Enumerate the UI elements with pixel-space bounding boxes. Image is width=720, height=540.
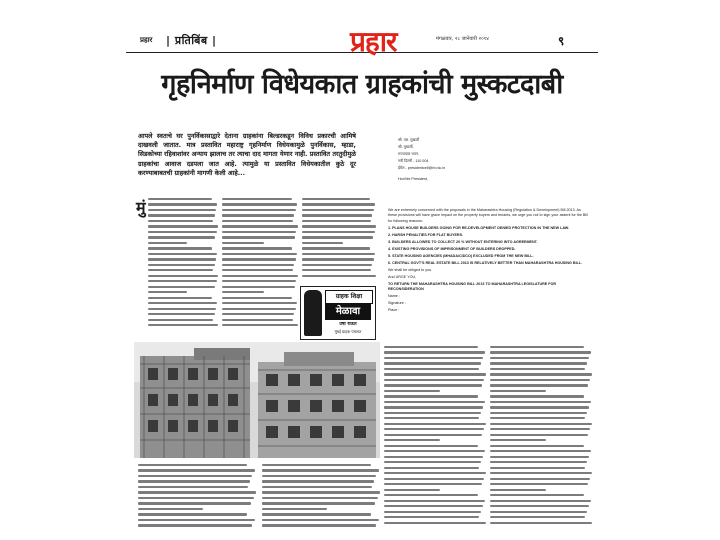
text-line	[490, 395, 584, 397]
text-line	[384, 505, 483, 507]
text-line	[222, 203, 297, 205]
text-line	[490, 412, 587, 414]
text-line	[262, 524, 376, 526]
text-line	[222, 313, 294, 315]
text-line	[384, 368, 479, 370]
letter-body	[388, 208, 588, 315]
text-line	[148, 302, 217, 304]
text-line	[384, 423, 486, 425]
letter-intro: We are extremely concerned with the proposals in the Maharashtra Housing (Regulation & Development) Bill 2013. As these provisions will have grave impact on the property buyers and tenants, we urge you not to sign your assent for the Bill for following reasons:	[388, 208, 588, 223]
text-line	[138, 469, 255, 471]
text-line	[384, 351, 485, 353]
body-column-1	[148, 198, 218, 334]
letter-address	[398, 138, 568, 184]
text-line	[222, 214, 294, 216]
section-label: | प्रतिबिंब |	[166, 34, 217, 47]
address-line: राज्यपाल भवन,	[398, 152, 419, 156]
text-line	[222, 253, 297, 255]
text-line	[384, 434, 482, 436]
text-line	[384, 373, 486, 375]
text-line	[148, 291, 187, 293]
text-line	[490, 384, 588, 386]
text-line	[148, 269, 213, 271]
letter-point: 2. HARSH PENALTIES FOR FLAT BUYERS.	[388, 232, 464, 237]
text-line	[262, 497, 378, 499]
text-line	[384, 489, 440, 491]
text-line	[490, 406, 589, 408]
text-line	[384, 379, 484, 381]
text-line	[384, 456, 483, 458]
text-line	[222, 231, 296, 233]
badge-main-text: मेळावा	[325, 304, 371, 320]
text-line	[490, 483, 588, 485]
text-line	[384, 472, 486, 474]
text-line	[222, 258, 296, 260]
text-line	[384, 461, 481, 463]
text-line	[490, 461, 587, 463]
text-line	[490, 379, 590, 381]
text-line	[222, 225, 298, 227]
body-column-6	[138, 464, 256, 530]
text-line	[148, 214, 215, 216]
text-line	[302, 258, 374, 260]
text-line	[490, 357, 589, 359]
text-line	[138, 480, 250, 482]
text-line	[148, 313, 215, 315]
text-line	[138, 508, 203, 510]
text-line	[302, 264, 372, 266]
text-line	[222, 297, 292, 299]
text-line	[222, 308, 296, 310]
text-line	[138, 524, 252, 526]
text-line	[384, 346, 478, 348]
text-line	[138, 519, 255, 521]
letter-field-name: Name :	[388, 294, 400, 299]
text-line	[302, 236, 373, 238]
text-line	[302, 220, 371, 222]
text-line	[490, 401, 591, 403]
badge-foot-text: मुंबई ग्राहक पंचायत	[334, 329, 362, 334]
text-line	[384, 395, 478, 397]
text-line	[384, 450, 485, 452]
letter-point: 3. BUILDERS ALLOWED TO COLLECT 20 % WITHOUT ENTERING INTO AGREEMENT.	[388, 239, 538, 244]
masthead-paper-name: प्रहार	[140, 36, 153, 44]
badge-sub-text: उषा राऊत	[339, 322, 357, 327]
text-line	[302, 214, 372, 216]
text-line	[148, 308, 216, 310]
text-line	[490, 467, 585, 469]
text-line	[262, 491, 380, 493]
text-line	[222, 302, 297, 304]
text-line	[302, 209, 374, 211]
text-line	[384, 522, 486, 524]
text-line	[148, 203, 217, 205]
text-line	[384, 478, 484, 480]
text-line	[148, 324, 218, 326]
text-line	[302, 242, 343, 244]
letter-point: 4. EXISTING PROVISIONS OF IMPRISONMENT OF BUILDERS DROPPED.	[388, 246, 516, 251]
text-line	[302, 231, 375, 233]
text-line	[302, 203, 375, 205]
text-line	[490, 373, 592, 375]
letter-field-place: Place :	[388, 308, 400, 313]
letter-request: TO RETURN THE MAHARASHTRA HOUSING BILL 2013 TO MAHARASHTRA LEGISLATURE FOR RECONSIDERATION	[388, 281, 557, 292]
address-line: श्री. एस. मुखर्जी	[398, 138, 420, 142]
text-line	[384, 428, 484, 430]
text-line	[222, 319, 293, 321]
letter-salutation: Hon'ble President,	[398, 177, 429, 182]
text-line	[262, 513, 371, 515]
text-line	[384, 483, 482, 485]
raised-fist-icon	[304, 290, 322, 336]
badge-top-text: ग्राहक शिक्षा	[325, 290, 373, 304]
text-line	[490, 434, 588, 436]
text-line	[384, 467, 479, 469]
text-line	[490, 445, 584, 447]
text-line	[148, 264, 215, 266]
text-line	[302, 275, 376, 277]
text-line	[262, 480, 374, 482]
construction-photo	[134, 342, 380, 458]
newspaper-logo: प्रहार	[350, 25, 397, 58]
text-line	[384, 362, 481, 364]
text-line	[490, 450, 591, 452]
newspaper-page	[126, 25, 598, 534]
text-line	[384, 357, 483, 359]
text-line	[490, 522, 592, 524]
text-line	[384, 417, 479, 419]
text-line	[222, 269, 293, 271]
text-line	[490, 390, 546, 392]
text-line	[490, 500, 591, 502]
text-line	[148, 209, 216, 211]
text-line	[302, 269, 371, 271]
date-line: मंगळवार, २८ जानेवारी २०१४	[436, 36, 489, 42]
text-line	[490, 494, 584, 496]
letter-field-signature: Signature :	[388, 301, 406, 306]
letter-point: 5. STATE HOUSING AGENCIES (MHADA/CIDCO) EXCLUDED FROM THE NEW BILL.	[388, 253, 534, 258]
body-column-4	[384, 346, 486, 530]
headline: गृहनिर्माण विधेयकात ग्राहकांची मुस्कटदाबी	[161, 69, 563, 100]
address-line: ईमेल - presidentcell@rb.nic.in	[398, 166, 446, 170]
text-line	[262, 502, 375, 504]
text-line	[384, 384, 482, 386]
letter-point: 1. PLANS HOUSE BUILDERS GOING FOR RE-DEVELOPMENT DENIED PROTECTION IN THE NEW LAW.	[388, 225, 570, 230]
text-line	[490, 362, 587, 364]
text-line	[302, 225, 376, 227]
text-line	[490, 516, 585, 518]
text-line	[262, 469, 379, 471]
text-line	[490, 511, 587, 513]
text-line	[222, 324, 298, 326]
text-line	[384, 406, 483, 408]
text-line	[262, 475, 376, 477]
text-line	[222, 291, 264, 293]
text-line	[490, 472, 592, 474]
text-line	[222, 280, 296, 282]
letter-closing: We shall be obliged to you.	[388, 267, 433, 272]
text-line	[148, 231, 217, 233]
text-line	[384, 439, 440, 441]
text-line	[138, 486, 248, 488]
letter-urge: And URGE YOU,	[388, 274, 417, 279]
text-line	[490, 423, 592, 425]
text-line	[138, 475, 252, 477]
text-line	[148, 275, 218, 277]
text-line	[490, 489, 546, 491]
text-line	[490, 478, 590, 480]
body-column-3	[302, 198, 376, 282]
text-line	[490, 505, 589, 507]
text-line	[138, 513, 247, 515]
text-line	[384, 511, 481, 513]
text-line	[302, 198, 370, 200]
text-line	[148, 247, 212, 249]
text-line	[148, 220, 213, 222]
text-line	[222, 198, 292, 200]
text-line	[138, 497, 254, 499]
text-line	[262, 486, 372, 488]
text-line	[148, 286, 215, 288]
text-line	[148, 297, 212, 299]
text-line	[148, 280, 217, 282]
text-line	[148, 198, 212, 200]
text-line	[262, 464, 371, 466]
text-line	[490, 351, 591, 353]
petition-letter	[384, 132, 592, 340]
text-line	[148, 236, 215, 238]
text-line	[384, 390, 440, 392]
text-line	[490, 428, 590, 430]
text-line	[384, 516, 479, 518]
text-line	[222, 264, 294, 266]
address-line: नवी दिल्ली - 110 004	[398, 159, 429, 163]
drop-cap: मुं	[136, 198, 146, 217]
text-line	[384, 494, 478, 496]
text-line	[148, 225, 218, 227]
text-line	[138, 464, 247, 466]
text-line	[262, 508, 327, 510]
text-line	[384, 412, 481, 414]
text-line	[222, 286, 295, 288]
text-line	[490, 346, 584, 348]
text-line	[222, 220, 293, 222]
text-line	[302, 247, 370, 249]
body-column-5	[490, 346, 592, 530]
text-line	[148, 258, 216, 260]
text-line	[222, 242, 264, 244]
body-column-2	[222, 198, 298, 334]
text-line	[148, 319, 213, 321]
lede-paragraph: आपले स्वतःचे घर पुनर्विकासाद्वारे देताना ग्राहकांना बिल्डरकडून विविध प्रकारची आमिषे दाखवली जातात. मात्र प्रस्तावित महाराष्ट्र गृहनिर्माण विधेयकामुळे पुनर्विकास, म्हाडा, सिडकोच्या रहिवाशांवर अन्याय झालाच तर त्याचा दाद मागता येणार नाही. प्रस्तावित तरतुदीमुळे ग्राहकांचा आवाज दडपला जात आहे. त्यामुळे या प्रस्तावित विधेयकातील कुठे दूर करण्याबाबतची ग्राहकांनी मागणी केली आहे...	[138, 132, 356, 177]
text-line	[384, 445, 478, 447]
text-line	[490, 417, 585, 419]
text-line	[138, 491, 256, 493]
text-line	[148, 253, 217, 255]
text-line	[222, 209, 296, 211]
text-line	[222, 247, 292, 249]
text-line	[222, 275, 298, 277]
address-line: श्री. मुखर्जी,	[398, 145, 414, 149]
event-badge	[300, 286, 376, 340]
letter-point: 6. CENTRAL GOVT'S REAL ESTATE BILL 2013 IS RELATIVELY BETTER THAN MAHARASHTRA HOUSING BILL.	[388, 260, 583, 265]
text-line	[262, 519, 379, 521]
text-line	[148, 242, 187, 244]
page-number: ९	[558, 34, 565, 48]
body-column-7	[262, 464, 380, 530]
text-line	[222, 236, 295, 238]
text-line	[384, 500, 485, 502]
text-line	[490, 439, 546, 441]
text-line	[490, 368, 585, 370]
text-line	[138, 502, 251, 504]
text-line	[302, 253, 375, 255]
text-line	[490, 456, 589, 458]
text-line	[384, 401, 485, 403]
masthead	[126, 25, 598, 58]
